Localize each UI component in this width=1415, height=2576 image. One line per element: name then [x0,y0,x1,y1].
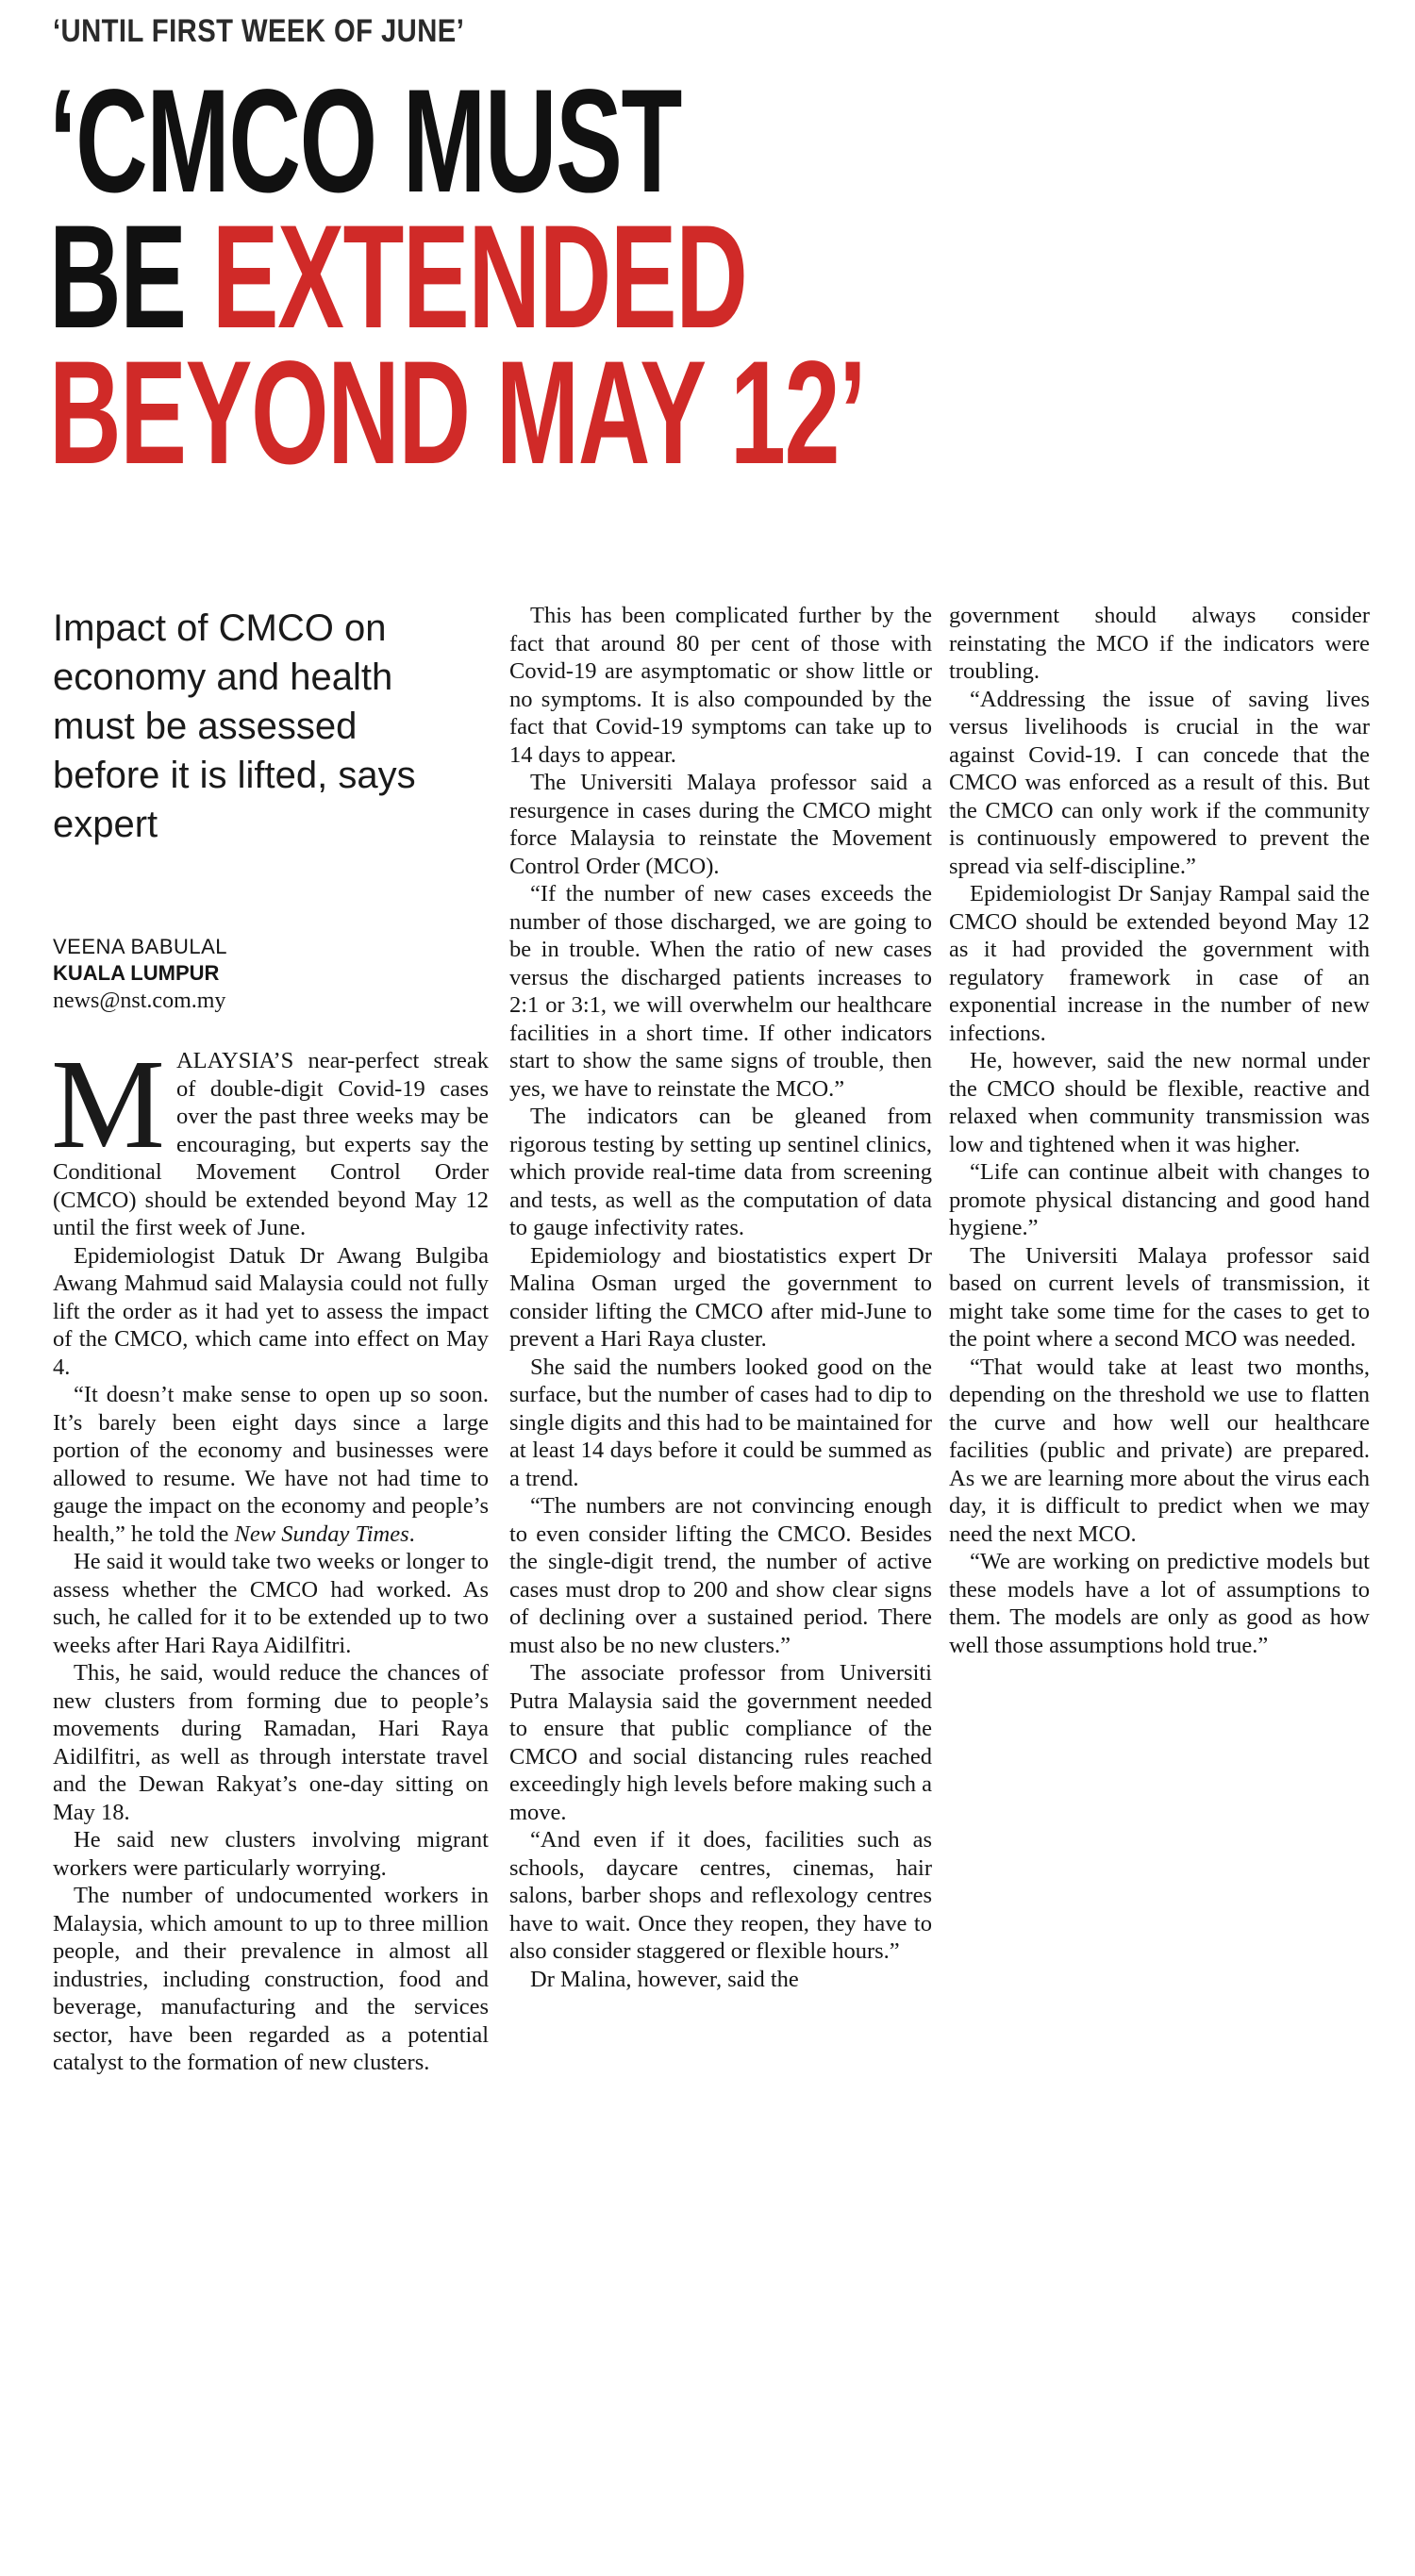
body-paragraph-text: “It doesn’t make sense to open up so soon. It’s barely been eight days since a large portion of the economy and businesses were allowed to resume. We have not had time to gauge the impact on the economy and people’s health,” he told the [53,1382,489,1547]
body-paragraph-text: . [408,1521,415,1547]
byline-author: VEENA BABULAL [53,935,228,958]
body-paragraph [51,1034,489,1242]
byline-location: KUALA LUMPUR [53,961,220,985]
body-paragraph-text: ALAYSIA’S near-perfect streak of double-digit Covid-19 cases over the past three weeks may be encouraging, but experts say the Conditional Movement Control Order (CMCO) should be extended beyond May 12 until the first week of June. [53,1048,489,1240]
body-paragraph: She said the numbers looked good on the surface, but the number of cases had to dip to single digits and this had to be maintained for at least 14 days before it could be summed as a trend. [509,1354,932,1491]
body-paragraph: government should always consider reinstating the MCO if the indicators were troubling. [949,603,1370,684]
body-paragraph: He said it would take two weeks or longer to assess whether the CMCO had worked. As such, he called for it to be extended up to two weeks after Hari Raya Aidilfitri. [53,1549,489,1658]
byline [53,934,468,1015]
kicker: ‘UNTIL FIRST WEEK OF JUNE’ [53,13,465,49]
headline-line-1: ‘CMCO MUST [49,59,681,224]
byline-email: news@nst.com.my [53,989,226,1013]
body-paragraph: Epidemiologist Datuk Dr Awang Bulgiba Awang Mahmud said Malaysia could not fully lift the order as it had yet to assess the impact of the CMCO, which came into effect on May 4. [53,1242,489,1380]
body-paragraph: “And even if it does, facilities such as schools, daycare centres, cinemas, hair salons, barber shops and reflexology centres have to wait. Once they reopen, they have to also consider staggered or flexible hours.” [509,1827,932,1964]
body-column-1 [51,1034,489,2077]
headline-line-2 [49,195,947,359]
body-paragraph: The indicators can be gleaned from rigorous testing by setting up sentinel clinics, which provide real-time data from screening and tests, as well as the computation of data to gauge infectivity rates. [509,1104,932,1240]
publication-name: New Sunday Times [234,1521,409,1547]
body-paragraph: He, however, said the new normal under the CMCO should be flexible, reactive and relaxed when community transmission was low and tightened when it was higher. [949,1048,1370,1157]
body-paragraph [53,1381,489,1548]
headline-line-2-black: BE [49,195,212,359]
body-paragraph: “Life can continue albeit with changes to promote physical distancing and good hand hygiene.” [949,1159,1370,1240]
body-paragraph: Dr Malina, however, said the [530,1966,799,1992]
body-column-3 [949,602,1370,1659]
body-paragraph: “Addressing the issue of saving lives versus livelihoods is crucial in the war against Covid-19. I can concede that the CMCO was enforced as a result of this. But the CMCO can only work if the community is continuously empowered to prevent the spread via self-discipline.” [949,686,1370,879]
body-paragraph: The associate professor from Universiti Putra Malaysia said the government needed to ensure that public compliance of the CMCO and social distancing rules reached exceedingly high levels before making such a move. [509,1660,932,1825]
body-paragraph: The Universiti Malaya professor said based on current levels of transmission, it might take some time for the cases to get to the point where a second MCO was needed. [949,1242,1370,1352]
body-paragraph: “That would take at least two months, depending on the threshold we use to flatten the curve and how well our healthcare facilities (public and private) are prepared. As we are learning more about the virus each day, it is difficult to predict when we may need the next MCO. [949,1354,1370,1547]
body-paragraph: Epidemiology and biostatistics expert Dr Malina Osman urged the government to consider lifting the CMCO after mid-June to prevent a Hari Raya cluster. [509,1242,932,1352]
drop-cap: M [51,1034,165,1175]
body-column-2 [509,602,932,1993]
body-paragraph: This has been complicated further by the fact that around 80 per cent of those with Covid-19 are asymptomatic or show little or no symptoms. It is also compounded by the fact that Covid-19 symptoms can take up to 14 days to appear. [509,603,932,768]
body-paragraph: “If the number of new cases exceeds the number of those discharged, we are going to be in trouble. When the ratio of new cases versus the discharged patients increases to 2:1 or 3:1, we will overwhelm our healthcare facilities in a short time. If other indicators start to show the same signs of trouble, then yes, we have to reinstate the MCO.” [509,881,932,1102]
headline [49,59,1370,495]
body-paragraph: He said new clusters involving migrant workers were particularly worrying. [53,1827,489,1881]
body-paragraph: The Universiti Malaya professor said a resurgence in cases during the CMCO might force Malaysia to reinstate the Movement Control Order (MCO). [509,770,932,879]
standfirst: Impact of CMCO on economy and health must be assessed before it is lifted, says expert [53,607,416,845]
body-paragraph: The number of undocumented workers in Malaysia, which amount to up to three million people, and their prevalence in almost all industries, including construction, food and beverage, manufacturing and the services sector, have been regarded as a potential catalyst to the formation of new clusters. [53,1883,489,2075]
body-paragraph: This, he said, would reduce the chances of new clusters from forming due to people’s movements during Ramadan, Hari Raya Aidilfitri, as well as through interstate travel and the Dewan Rakyat’s one-day sitting on May 18. [53,1660,489,1825]
headline-line-2-red: EXTENDED [211,195,747,359]
headline-line-3: BEYOND MAY 12’ [49,331,866,495]
body-paragraph: Epidemiologist Dr Sanjay Rampal said the CMCO should be extended beyond May 12 as it had provided the government with regulatory framework in case of an exponential increase in the number of new infections. [949,881,1370,1046]
body-paragraph: “The numbers are not convincing enough to even consider lifting the CMCO. Besides the single-digit trend, the number of active cases must drop to 200 and show clear signs of declining over a sustained period. There must also be no new clusters.” [509,1493,932,1658]
body-paragraph: “We are working on predictive models but these models have a lot of assumptions to them. The models are only as good as how well those assumptions hold true.” [949,1549,1370,1658]
